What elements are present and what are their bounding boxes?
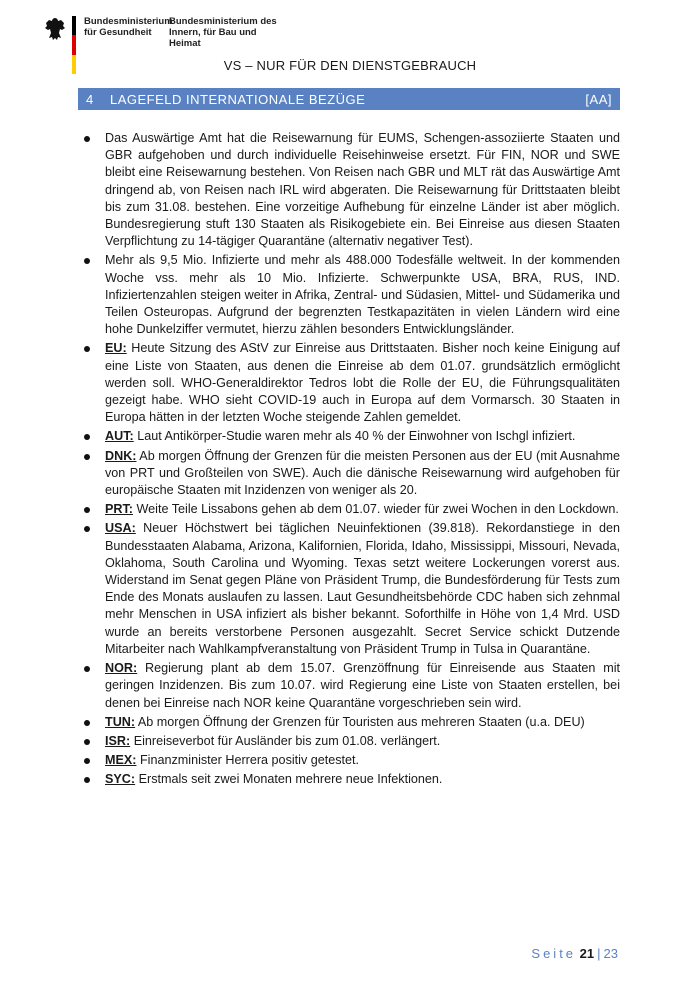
list-item — [78, 252, 620, 338]
list-item — [78, 660, 620, 712]
bullet-dot-icon — [84, 720, 90, 726]
ministry-interior-name: Bundesministerium des Innern, für Bau und Heimat — [169, 16, 277, 49]
page-separator: | — [597, 946, 601, 961]
list-item — [78, 428, 620, 445]
section-title: LAGEFELD INTERNATIONALE BEZÜGE — [110, 91, 366, 107]
bullet-text: Einreiseverbot für Ausländer bis zum 01.08. verlängert. — [133, 733, 441, 748]
country-code: AUT: — [105, 429, 134, 444]
bullet-dot-icon — [84, 777, 90, 783]
bullet-dot-icon — [84, 758, 90, 764]
country-code: ISR: — [105, 733, 131, 748]
bullet-dot-icon — [84, 434, 90, 440]
section-tag: [AA] — [585, 91, 612, 107]
country-code: EU: — [105, 341, 127, 356]
country-code: SYC: — [105, 772, 136, 787]
bullet-dot-icon — [84, 258, 90, 264]
section-number: 4 — [86, 91, 94, 107]
list-item — [78, 520, 620, 658]
country-code: USA: — [105, 521, 136, 536]
page-number: 21 — [579, 946, 595, 961]
bullet-dot-icon — [84, 346, 90, 352]
list-item — [78, 340, 620, 426]
page-footer — [531, 946, 618, 961]
page-total: 23 — [603, 946, 618, 961]
list-item — [78, 130, 620, 250]
ministry-health-name: Bundesministerium für Gesundheit — [84, 16, 173, 38]
section-banner — [78, 88, 620, 110]
bullet-dot-icon — [84, 454, 90, 460]
list-item — [78, 714, 620, 731]
bullet-text: Regierung plant ab dem 15.07. Grenzöffnung für Einreisende aus Staaten mit geringen Inzidenzen. Bis zum 10.07. wird Regierung eine Liste von Staaten erstellen, bei denen bei Einreise nach NOR keine Quarantäne vorgeschrieben sein wird. — [105, 661, 620, 710]
bullet-text: Neuer Höchstwert bei täglichen Neuinfektionen (39.818). Rekordanstiege in den Bundesstaaten Alabama, Arizona, Kalifornien, Florida, Idaho, Mississippi, Missouri, Nevada, Oklahoma, South Carolina und Wyoming. Texas setzt weitere Lockerungen vorerst aus. Widerstand im Senat gegen Pläne von Präsident Trump, die Bundesförderung für Tests zum Ende des Monats auslaufen zu lassen. Laut Gesundheitsbehörde CDC haben sich zehnmal mehr Menschen in USA infiziert als bisher bekannt. Soforthilfe in Höhe von 1,4 Mrd. USD wurde an bereits verstorbene Personen ausgezahlt. Secret Service schickt Dutzende Mitarbeiter nach Wahlkampfveranstaltung von Präsident Trump in Tulsa in Quarantäne. — [105, 521, 621, 656]
bullet-dot-icon — [84, 526, 90, 532]
bullet-text: Laut Antikörper-Studie waren mehr als 40 % der Einwohner von Ischgl infiziert. — [137, 429, 576, 444]
list-item — [78, 771, 620, 788]
list-item — [78, 733, 620, 750]
country-code: MEX: — [105, 753, 137, 768]
bullet-text: Weite Teile Lissabons gehen ab dem 01.07. wieder für zwei Wochen in den Lockdown. — [136, 502, 619, 517]
country-code: TUN: — [105, 714, 136, 729]
list-item — [78, 501, 620, 518]
bullet-text: Erstmals seit zwei Monaten mehrere neue Infektionen. — [138, 772, 443, 787]
bullet-text: Heute Sitzung des AStV zur Einreise aus Drittstaaten. Bisher noch keine Einigung auf eine Liste von Staaten, aus denen die Einreise ab dem 01.07. grundsätzlich ermöglicht werden soll. WHO-Generaldirektor Tedros lobt die Rolle der EU, die Führungsqualitäten gezeigt habe. WHO sieht COVID-19 auch in Europa auf dem Vormarsch. 30 Staaten in Europa hätten in der letzten Woche steigende Zahlen gemeldet. — [105, 341, 620, 425]
bullet-list — [78, 130, 620, 789]
classification-label: VS – NUR FÜR DEN DIENSTGEBRAUCH — [223, 58, 477, 73]
country-code: DNK: — [105, 448, 137, 463]
bullet-dot-icon — [84, 739, 90, 745]
federal-eagle-icon — [44, 16, 66, 42]
bullet-text: Finanzminister Herrera positiv getestet. — [139, 753, 360, 768]
bullet-dot-icon — [84, 507, 90, 513]
bullet-text: Das Auswärtige Amt hat die Reisewarnung für EUMS, Schengen-assoziierte Staaten und GBR aufgehoben und durch individuelle Reisehinweise ersetzt. Für FIN, NOR und SWE bleibt eine Reisewarnung bestehen. Von Reisen nach GBR und MLT rät das Auswärtige Amt dringend ab, von Reisen nach IRL wird abgeraten. Die Reisewarnung für Drittstaaten bleibt bis zum 31.08. bestehen. Eine vorzeitige Aufhebung für einzelne Länder ist aber möglich. Bundesregierung stuft 130 Staaten als Risikogebiete ein. Bei Einreise aus diesen Staaten Verpflichtung zu 14-tägiger Quarantäne (alternativ negativer Test). — [105, 131, 620, 249]
bullet-text: Ab morgen Öffnung der Grenzen für Touristen aus mehreren Staaten (u.a. DEU) — [137, 714, 585, 729]
country-code: PRT: — [105, 502, 133, 517]
bullet-text: Mehr als 9,5 Mio. Infizierte und mehr als 488.000 Todesfälle weltweit. In der kommenden Woche vss. mehr als 10 Mio. Infizierte. Schwerpunkte USA, BRA, RUS, IND. Infiziertenzahlen steigen weiter in Afrika, Zentral- und Südasien, Mittel- und Südamerika und Teilen Osteuropas. Aufgrund der begrenzten Testkapazitäten in vielen Ländern wird eine hohe Dunkelziffer vermutet, hierzu zählen besonders Entwicklungsländer. — [105, 253, 620, 337]
page-label: Seite — [531, 946, 577, 961]
list-item — [78, 448, 620, 500]
bullet-list-container — [78, 130, 620, 791]
list-item — [78, 752, 620, 769]
country-code: NOR: — [105, 661, 138, 676]
bullet-dot-icon — [84, 136, 90, 142]
bullet-text: Ab morgen Öffnung der Grenzen für die meisten Personen aus der EU (mit Ausnahme von PRT und Großteilen von SWE). Auch die dänische Reisewarnung wird aufgehoben für europäische Staaten mit Inzidenzen von weniger als 20. — [105, 448, 620, 498]
bullet-dot-icon — [84, 666, 90, 672]
